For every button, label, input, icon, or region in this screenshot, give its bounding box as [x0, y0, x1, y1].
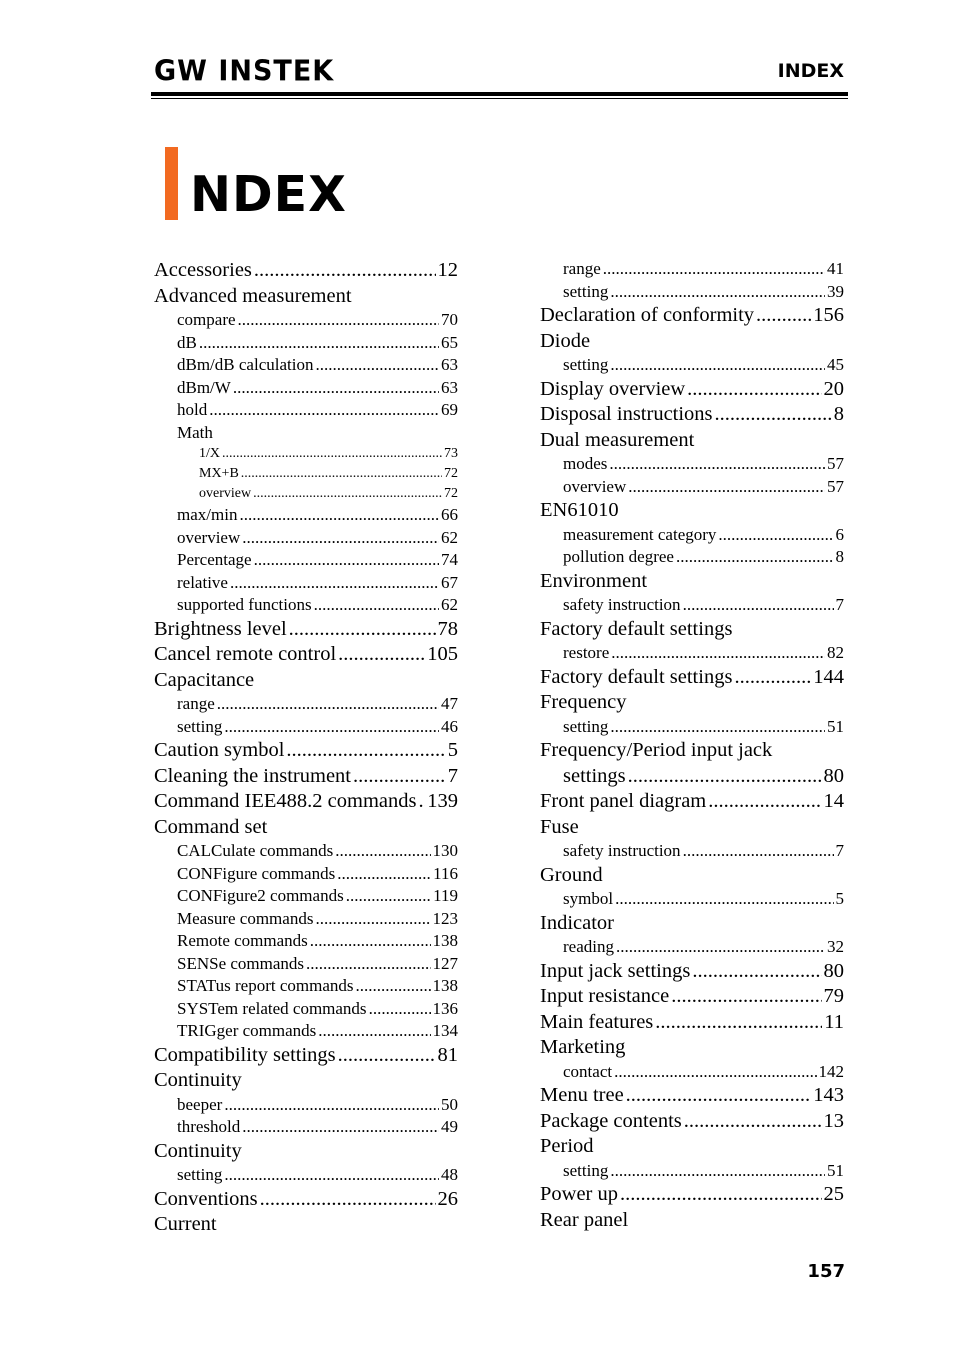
- index-entry-page: 65: [441, 332, 458, 352]
- dot-leader: [224, 716, 439, 739]
- index-entry: [540, 888, 844, 911]
- index-entry-label: Capacitance: [154, 668, 255, 691]
- index-entry: [540, 840, 844, 863]
- index-entry: [154, 789, 458, 815]
- index-entry-label: Declaration of conformity: [540, 304, 755, 326]
- index-entry: [540, 1208, 844, 1234]
- index-entry-page: 57: [827, 476, 844, 496]
- index-entry-label: reading: [563, 937, 614, 956]
- index-entry: [154, 504, 458, 527]
- index-entry: [540, 1010, 844, 1036]
- index-entry-label: Brightness level: [154, 617, 287, 640]
- index-entry: [540, 546, 844, 569]
- index-entry: [540, 428, 844, 454]
- index-entry: [154, 572, 458, 595]
- index-entry: [540, 402, 844, 428]
- dot-leader: [684, 1109, 822, 1135]
- index-entry-page: 5: [447, 739, 458, 761]
- index-entry-page: 74: [441, 550, 458, 569]
- dot-leader: [610, 716, 825, 739]
- dot-leader: [224, 1094, 439, 1117]
- index-entry-label: SENSe commands: [177, 953, 305, 973]
- index-entry-page: 49: [441, 1117, 458, 1136]
- index-entry-label: relative: [177, 572, 228, 592]
- index-entry-label: Input resistance: [540, 985, 670, 1007]
- index-entry: [540, 1182, 844, 1208]
- index-entry-label: Indicator: [540, 911, 614, 934]
- index-entry-label: setting: [177, 1165, 223, 1184]
- dot-leader: [610, 281, 825, 304]
- index-entry: [540, 959, 844, 985]
- index-entry: [540, 281, 844, 304]
- index-entry-page: 80: [823, 959, 844, 982]
- dot-leader: [337, 863, 431, 886]
- index-entry-label: Fuse: [540, 815, 579, 838]
- index-entry-page: 46: [441, 716, 458, 736]
- dot-leader: [610, 354, 825, 377]
- index-entry-page: 79: [823, 985, 844, 1007]
- index-entry-label: settings: [563, 764, 626, 787]
- index-entry-label: overview: [563, 476, 627, 496]
- index-entry-label: Package contents: [540, 1109, 682, 1132]
- index-entry-page: 26: [437, 1187, 458, 1210]
- dot-leader: [708, 789, 821, 815]
- index-entry-page: 41: [827, 259, 844, 278]
- index-entry-page: 62: [441, 595, 458, 614]
- dot-leader: [614, 1061, 816, 1084]
- header-section-label: INDEX: [777, 60, 844, 82]
- index-entry-page: 51: [827, 716, 844, 736]
- index-entry-page: 143: [813, 1084, 844, 1106]
- index-entry-label: Rear panel: [540, 1208, 629, 1231]
- index-entry: [154, 953, 458, 976]
- index-entry-label: range: [177, 694, 215, 713]
- index-entry: [540, 738, 844, 764]
- index-entry-label: Diode: [540, 329, 591, 352]
- index-entry: [540, 617, 844, 643]
- dot-leader: [217, 693, 439, 716]
- index-entry-page: 144: [813, 665, 844, 688]
- index-entry-page: 70: [441, 310, 458, 329]
- index-entry-label: max/min: [177, 505, 238, 524]
- index-entry: [154, 422, 458, 445]
- index-entry-label: dBm/dB calculation: [177, 355, 314, 374]
- index-entry: [540, 594, 844, 617]
- dot-leader: [715, 402, 832, 428]
- index-entry: [154, 1164, 458, 1187]
- index-entry-label: CONFigure2 commands: [177, 886, 344, 905]
- index-entry: [154, 258, 458, 284]
- index-entry-label: setting: [563, 716, 609, 736]
- index-entry: [154, 549, 458, 572]
- dot-leader: [335, 840, 430, 863]
- dot-leader: [620, 1182, 821, 1208]
- index-entry-label: Factory default settings: [540, 617, 733, 640]
- index-entry-label: beeper: [177, 1094, 223, 1114]
- dot-leader: [241, 464, 442, 484]
- index-entry-label: modes: [563, 454, 608, 473]
- index-entry: [154, 738, 458, 764]
- index-entry: [540, 815, 844, 841]
- index-entry-page: 39: [827, 281, 844, 301]
- index-entry-page: 80: [823, 764, 844, 787]
- index-entry-label: Display overview: [540, 377, 686, 400]
- dot-leader: [254, 258, 436, 284]
- index-entry-label: Dual measurement: [540, 428, 695, 451]
- index-entry-label: safety instruction: [563, 841, 681, 860]
- index-entry-label: contact: [563, 1061, 613, 1081]
- index-column-right: [540, 258, 844, 1233]
- dot-leader: [626, 1083, 812, 1109]
- dot-leader: [242, 1116, 439, 1139]
- index-entry: [154, 594, 458, 617]
- dot-leader: [603, 258, 825, 281]
- index-entry-label: Frequency/Period input jack: [540, 739, 773, 761]
- index-entry-label: Front panel diagram: [540, 790, 707, 812]
- index-entry-page: 138: [432, 931, 458, 950]
- index-entry: [154, 1139, 458, 1165]
- index-entry: [154, 815, 458, 841]
- dot-leader: [238, 309, 439, 332]
- index-entry-page: 45: [827, 355, 844, 374]
- index-entry-label: Period: [540, 1135, 594, 1157]
- index-entry-page: 6: [835, 524, 844, 544]
- index-entry: [154, 908, 458, 931]
- index-entry: [540, 984, 844, 1010]
- dot-leader: [611, 642, 825, 665]
- dot-leader: [242, 527, 439, 550]
- index-entry-label: hold: [177, 400, 208, 419]
- index-entry-page: 66: [441, 505, 458, 524]
- index-entry-page: 142: [818, 1061, 844, 1081]
- index-entry: [154, 863, 458, 886]
- index-entry: [154, 284, 458, 310]
- index-entry: [154, 399, 458, 422]
- index-entry-label: setting: [563, 1160, 609, 1180]
- dot-leader: [289, 617, 436, 643]
- dot-leader: [687, 377, 821, 403]
- index-entry-label: Measure commands: [177, 908, 314, 928]
- index-entry-label: setting: [563, 355, 609, 374]
- index-entry-page: 7: [835, 841, 844, 860]
- dot-leader: [260, 1187, 436, 1213]
- index-entry: [540, 1061, 844, 1084]
- index-entry-page: 20: [823, 377, 844, 400]
- index-entry-label: Ground: [540, 863, 603, 886]
- dot-leader: [356, 975, 431, 998]
- index-entry-page: 138: [432, 976, 458, 995]
- index-entry-label: Cleaning the instrument: [154, 764, 351, 787]
- page-number: 157: [807, 1261, 845, 1282]
- dot-leader: [756, 303, 811, 329]
- header-rule-thick: [151, 92, 848, 96]
- index-entry-page: 62: [441, 527, 458, 547]
- index-entry-page: 139: [427, 790, 458, 812]
- index-entry: [154, 885, 458, 908]
- index-entry-page: 73: [444, 446, 458, 461]
- index-entry: [154, 642, 458, 668]
- index-entry-page: 51: [827, 1160, 844, 1180]
- index-entry: [540, 453, 844, 476]
- index-entry: [540, 716, 844, 739]
- index-entry: [154, 1116, 458, 1139]
- index-entry: [154, 998, 458, 1021]
- index-entry-page: 63: [441, 377, 458, 397]
- index-entry-label: symbol: [563, 889, 614, 908]
- index-entry-label: Factory default settings: [540, 665, 733, 688]
- index-entry-label: safety instruction: [563, 595, 681, 614]
- index-entry: [154, 484, 458, 504]
- index-entry-label: Percentage: [177, 550, 252, 569]
- index-entry: [540, 764, 844, 790]
- index-entry-label: Command set: [154, 815, 268, 838]
- index-entry-label: MX+B: [199, 466, 239, 481]
- index-entry-page: 12: [437, 259, 458, 281]
- dot-leader: [230, 572, 439, 595]
- dot-leader: [369, 998, 431, 1021]
- dot-leader: [315, 908, 430, 931]
- dot-leader: [310, 930, 431, 953]
- index-entry-label: Caution symbol: [154, 739, 285, 761]
- dot-leader: [609, 453, 825, 476]
- dot-leader: [692, 959, 821, 985]
- index-entry-label: Menu tree: [540, 1084, 624, 1106]
- dot-leader: [253, 484, 442, 504]
- index-entry-label: Math: [177, 422, 213, 442]
- dot-leader: [315, 354, 439, 377]
- index-entry: [540, 1109, 844, 1135]
- index-entry-label: dB: [177, 332, 197, 352]
- index-entry-page: 136: [432, 998, 458, 1018]
- dot-leader: [616, 936, 825, 959]
- index-entry-label: EN61010: [540, 499, 619, 521]
- dot-leader: [318, 1020, 430, 1043]
- dot-leader: [233, 377, 439, 400]
- title-initial-bar: [165, 147, 178, 220]
- index-entry: [154, 1068, 458, 1094]
- dot-leader: [286, 738, 445, 764]
- index-entry-label: Accessories: [154, 259, 252, 281]
- index-entry: [540, 524, 844, 547]
- index-entry: [540, 1083, 844, 1109]
- index-entry-page: 105: [427, 643, 458, 665]
- index-entry: [540, 498, 844, 524]
- index-entry-label: Compatibility settings: [154, 1043, 336, 1066]
- index-entry-label: Continuity: [154, 1069, 242, 1091]
- index-entry-label: Cancel remote control: [154, 643, 337, 665]
- dot-leader: [628, 764, 822, 790]
- index-entry: [540, 936, 844, 959]
- gwinstek-logo: GW INSTEK: [154, 55, 335, 88]
- index-entry-label: range: [563, 259, 601, 278]
- index-entry: [154, 309, 458, 332]
- index-entry-page: 69: [441, 400, 458, 419]
- index-entry-page: 50: [441, 1094, 458, 1114]
- index-entry-page: 25: [823, 1183, 844, 1205]
- index-entry-label: SYSTem related commands: [177, 998, 367, 1018]
- index-entry-label: setting: [177, 716, 223, 736]
- index-entry-label: setting: [563, 281, 609, 301]
- index-entry-page: 8: [835, 547, 844, 566]
- index-entry: [154, 930, 458, 953]
- index-entry-label: supported functions: [177, 595, 312, 614]
- dot-leader: [222, 444, 442, 464]
- index-entry-label: Continuity: [154, 1139, 242, 1162]
- index-entry-page: 72: [444, 486, 458, 501]
- index-entry: [540, 665, 844, 691]
- index-entry-label: Input jack settings: [540, 959, 691, 982]
- index-entry-page: 127: [432, 953, 458, 973]
- index-entry-page: 72: [444, 466, 458, 481]
- index-entry-page: 156: [813, 304, 844, 326]
- index-entry-page: 116: [433, 863, 458, 883]
- index-entry: [154, 840, 458, 863]
- page-title: NDEX: [190, 166, 347, 223]
- dot-leader: [655, 1010, 822, 1036]
- index-entry: [540, 911, 844, 937]
- index-entry: [154, 527, 458, 550]
- index-entry-label: Disposal instructions: [540, 403, 713, 425]
- dot-leader: [418, 789, 425, 815]
- index-entry: [540, 476, 844, 499]
- index-entry-label: compare: [177, 310, 236, 329]
- index-entry-label: dBm/W: [177, 377, 231, 397]
- index-entry-label: Command IEE488.2 commands: [154, 790, 417, 812]
- index-entry: [540, 329, 844, 355]
- dot-leader: [683, 594, 834, 617]
- index-entry-label: TRIGger commands: [177, 1021, 317, 1040]
- index-entry-label: Conventions: [154, 1187, 258, 1210]
- dot-leader: [615, 888, 833, 911]
- index-entry: [154, 444, 458, 464]
- dot-leader: [306, 953, 430, 976]
- index-entry: [154, 975, 458, 998]
- index-entry-page: 130: [432, 841, 458, 860]
- index-entry-label: measurement category: [563, 524, 717, 544]
- index-entry-label: overview: [177, 527, 241, 547]
- index-column-left: [154, 258, 458, 1238]
- index-entry: [154, 354, 458, 377]
- dot-leader: [314, 594, 439, 617]
- index-entry: [540, 303, 844, 329]
- index-entry-page: 47: [441, 694, 458, 713]
- index-entry-label: CALCulate commands: [177, 841, 334, 860]
- index-entry: [154, 332, 458, 355]
- dot-leader: [199, 332, 439, 355]
- index-entry-page: 48: [441, 1165, 458, 1184]
- dot-leader: [338, 642, 425, 668]
- index-entry-label: Frequency: [540, 691, 627, 713]
- index-entry-label: overview: [199, 486, 252, 501]
- index-entry-page: 63: [441, 355, 458, 374]
- index-entry-label: Remote commands: [177, 931, 308, 950]
- index-entry-label: Power up: [540, 1183, 619, 1205]
- index-entry-page: 67: [441, 572, 458, 592]
- index-entry: [540, 690, 844, 716]
- index-entry-page: 134: [432, 1021, 458, 1040]
- index-entry-page: 13: [823, 1109, 844, 1132]
- index-entry: [540, 789, 844, 815]
- dot-leader: [683, 840, 834, 863]
- index-entry-page: 78: [437, 617, 458, 640]
- dot-leader: [254, 549, 439, 572]
- index-entry-label: STATus report commands: [177, 976, 354, 995]
- dot-leader: [224, 1164, 439, 1187]
- index-entry-page: 57: [827, 454, 844, 473]
- dot-leader: [734, 665, 811, 691]
- index-entry: [154, 1187, 458, 1213]
- index-entry-page: 32: [827, 937, 844, 956]
- index-entry: [154, 377, 458, 400]
- index-entry: [540, 642, 844, 665]
- index-entry-page: 11: [824, 1010, 844, 1033]
- dot-leader: [718, 524, 833, 547]
- dot-leader: [338, 1043, 436, 1069]
- dot-leader: [209, 399, 439, 422]
- index-entry: [540, 1160, 844, 1183]
- index-entry-label: pollution degree: [563, 547, 674, 566]
- index-entry: [154, 1043, 458, 1069]
- header-rule-thin: [151, 98, 848, 99]
- index-entry-page: 14: [823, 790, 844, 812]
- index-entry-label: CONFigure commands: [177, 863, 336, 883]
- index-entry: [154, 764, 458, 790]
- index-entry-label: threshold: [177, 1117, 241, 1136]
- index-entry: [154, 693, 458, 716]
- index-entry-page: 7: [447, 764, 458, 787]
- index-entry-page: 5: [835, 889, 844, 908]
- index-entry: [154, 617, 458, 643]
- dot-leader: [239, 504, 439, 527]
- index-entry: [154, 1212, 458, 1238]
- index-entry-label: Marketing: [540, 1036, 626, 1058]
- dot-leader: [671, 984, 821, 1010]
- index-entry-page: 8: [833, 403, 844, 425]
- index-entry: [540, 569, 844, 595]
- dot-leader: [353, 764, 446, 790]
- index-entry: [540, 377, 844, 403]
- index-entry-page: 123: [432, 908, 458, 928]
- index-entry: [154, 464, 458, 484]
- index-entry: [540, 1035, 844, 1061]
- index-entry: [154, 668, 458, 694]
- dot-leader: [610, 1160, 825, 1183]
- index-entry: [154, 716, 458, 739]
- index-entry: [540, 258, 844, 281]
- index-entry: [540, 863, 844, 889]
- index-entry-label: Advanced measurement: [154, 284, 352, 307]
- index-entry: [154, 1020, 458, 1043]
- index-entry-label: 1/X: [199, 446, 220, 461]
- index-entry-page: 7: [835, 595, 844, 614]
- dot-leader: [628, 476, 825, 499]
- index-entry: [540, 354, 844, 377]
- index-entry-label: restore: [563, 643, 610, 662]
- index-entry-page: 82: [827, 643, 844, 662]
- index-entry-label: Current: [154, 1213, 217, 1235]
- index-entry-label: Main features: [540, 1010, 654, 1033]
- index-entry-label: Environment: [540, 569, 648, 592]
- index-entry: [154, 1094, 458, 1117]
- dot-leader: [676, 546, 834, 569]
- index-entry-page: 119: [433, 886, 458, 905]
- dot-leader: [346, 885, 431, 908]
- index-entry-page: 81: [437, 1043, 458, 1066]
- index-entry: [540, 1134, 844, 1160]
